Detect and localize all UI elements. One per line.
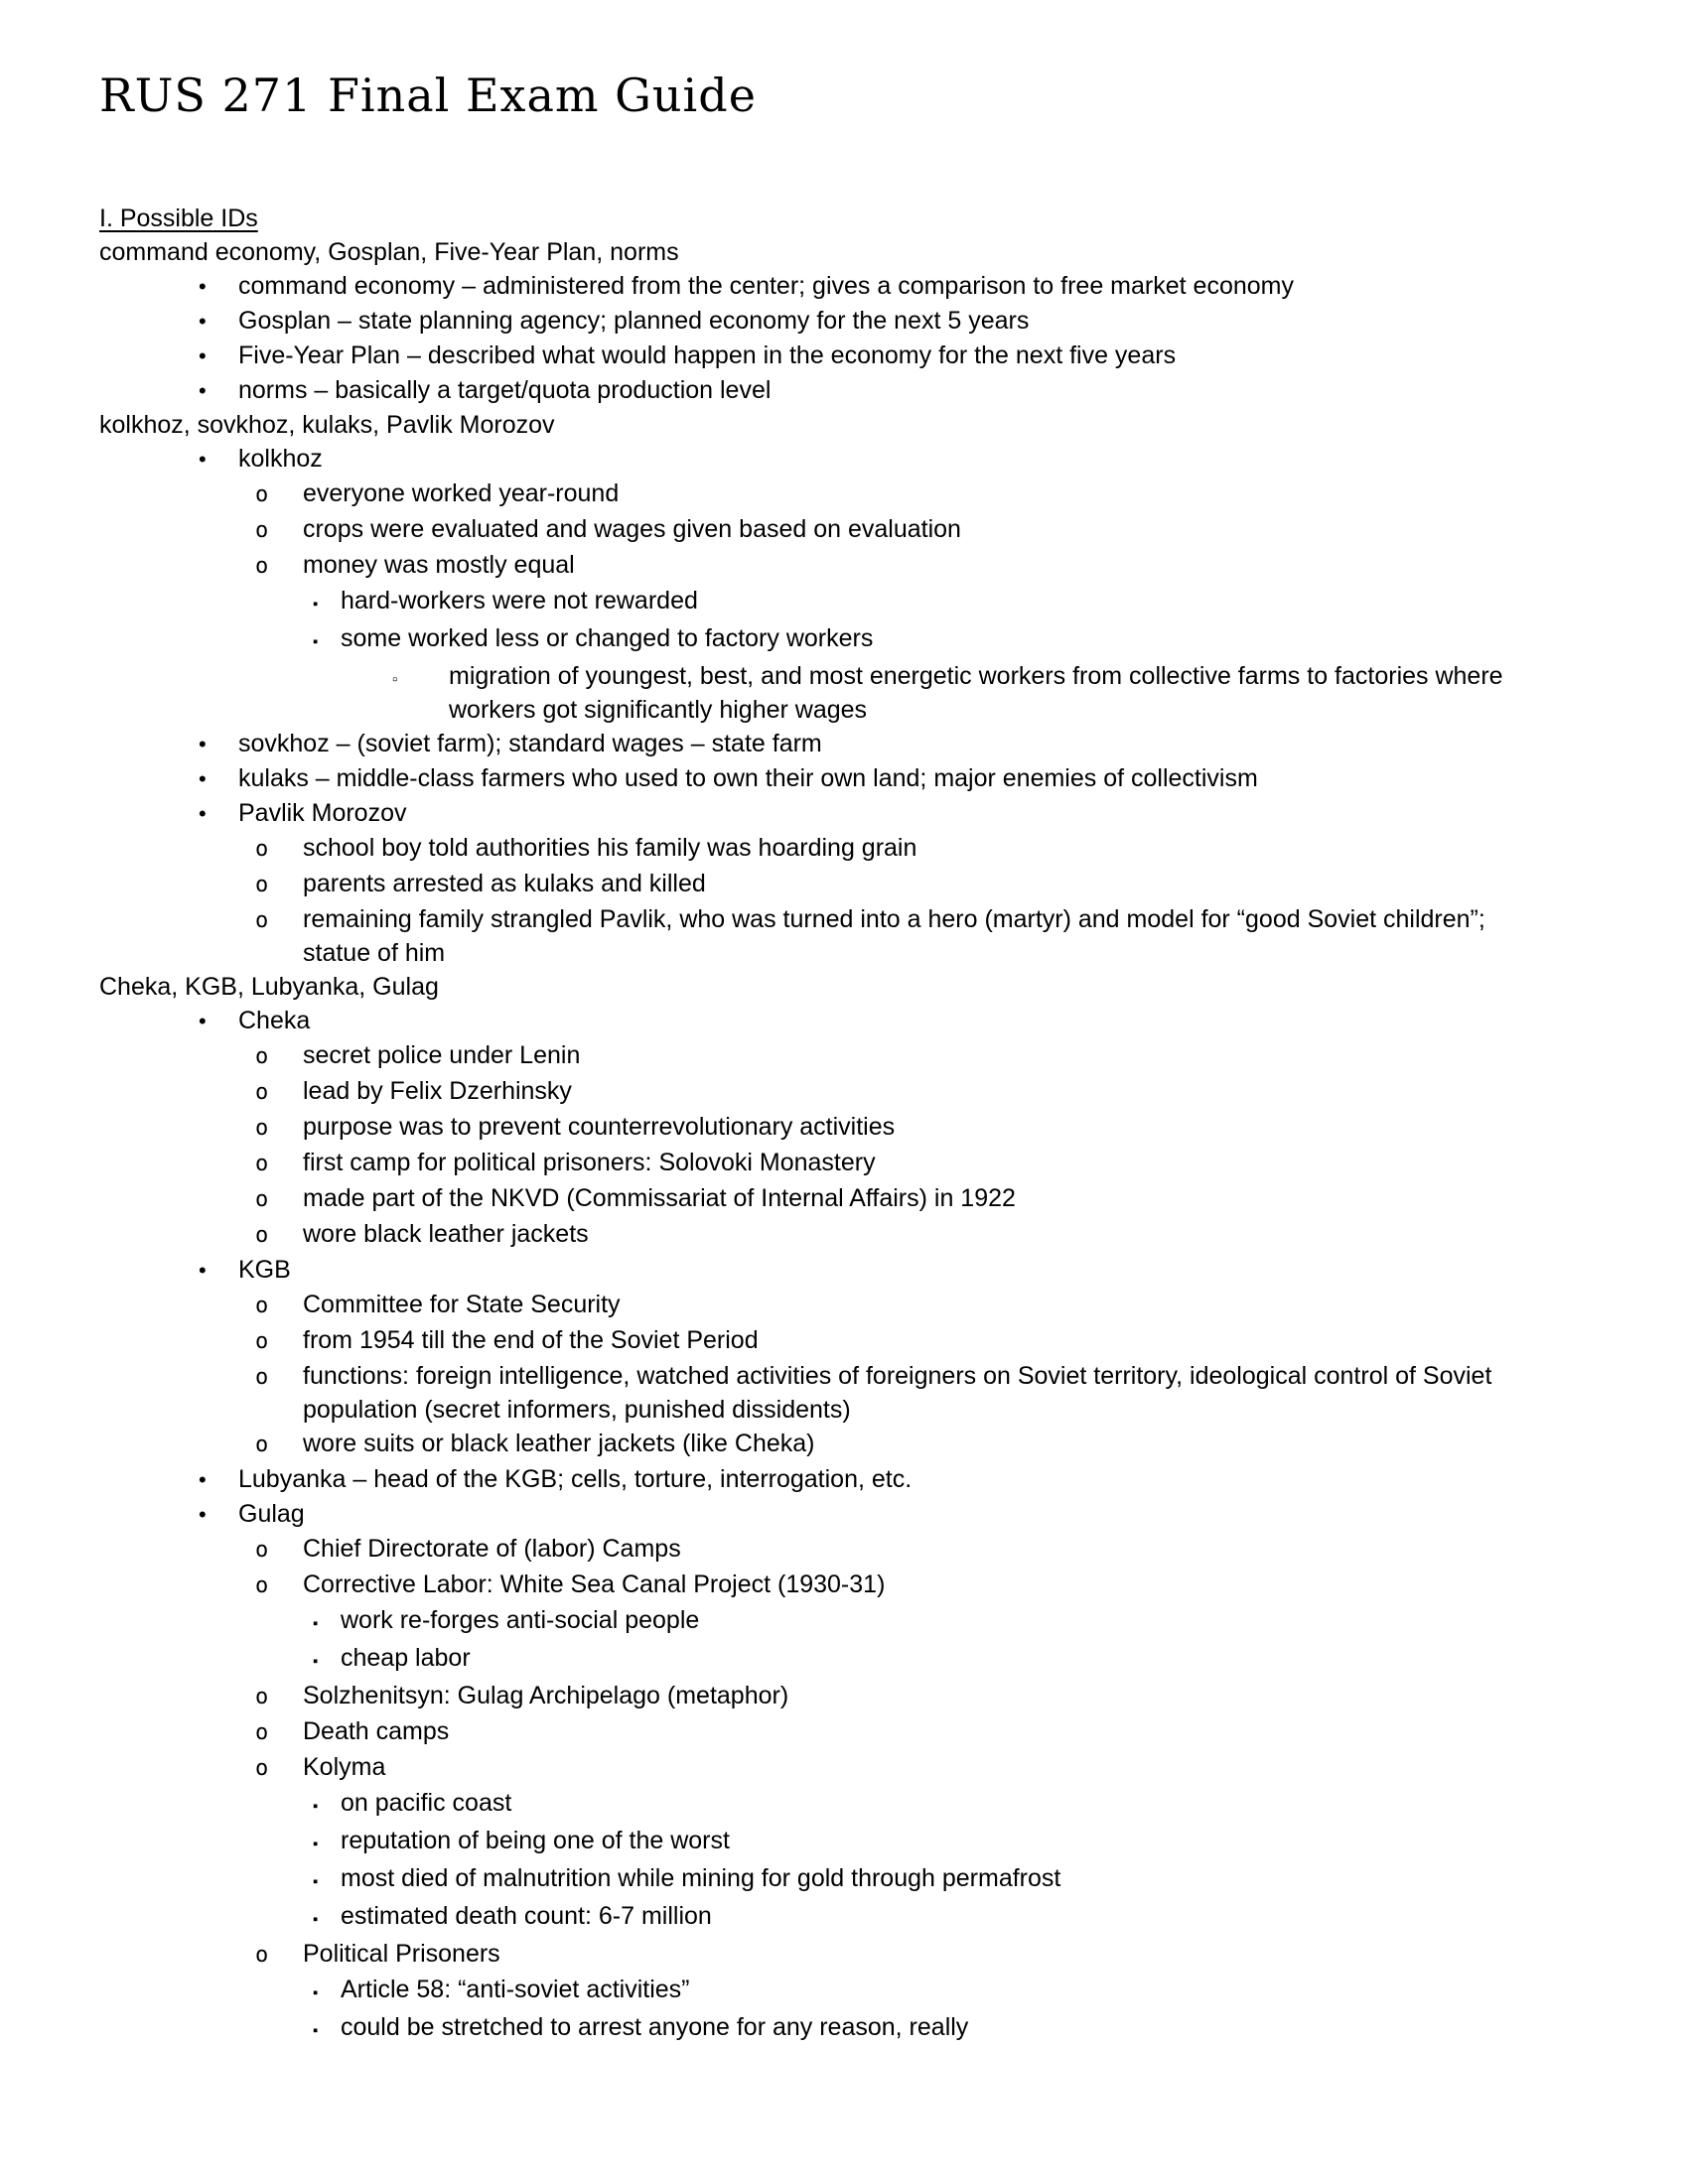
outline-item-text: Chief Directorate of (labor) Camps: [303, 1535, 681, 1563]
bullet-circle-icon: o: [255, 1685, 269, 1709]
outline-item: [99, 902, 1559, 970]
outline-item: [99, 1786, 1559, 1824]
outline-item-text: Corrective Labor: White Sea Canal Project (1930-31): [303, 1570, 886, 1598]
bullet-disc-icon: •: [199, 343, 207, 368]
outline-item-text: Death camps: [303, 1717, 450, 1745]
bullet-circle-icon: o: [255, 482, 269, 507]
outline-item: [99, 1110, 1559, 1146]
outline-item: [99, 373, 1559, 408]
bullet-disc-icon: •: [199, 309, 207, 334]
outline-item-text: made part of the NKVD (Commissariat of Internal Affairs) in 1922: [303, 1184, 1016, 1212]
outline-item-text: some worked less or changed to factory workers: [341, 624, 874, 652]
section-heading: I. Possible IDs: [99, 205, 258, 232]
outline-item: [99, 339, 1559, 373]
outline-item-text: first camp for political prisoners: Solovoki Monastery: [303, 1149, 876, 1176]
outline-item: [99, 727, 1559, 761]
bullet-circle-icon: o: [255, 1152, 269, 1176]
outline-item: [99, 1568, 1559, 1603]
bullet-circle-icon: o: [255, 1365, 269, 1390]
outline-item-text: Committee for State Security: [303, 1291, 621, 1318]
bullet-circle-icon: o: [255, 1187, 269, 1212]
outline-item-text: KGB: [238, 1256, 291, 1284]
bullet-filled-square-icon: ▪: [313, 1984, 319, 2001]
outline-item-text: Gulag: [238, 1500, 305, 1528]
outline-item-text: kolkhoz, sovkhoz, kulaks, Pavlik Morozov: [99, 411, 555, 439]
bullet-filled-square-icon: ▪: [313, 633, 319, 650]
outline-item: [99, 796, 1559, 831]
outline: [99, 235, 1559, 2048]
outline-item: [99, 477, 1559, 512]
bullet-open-square-icon: ▫: [392, 671, 398, 688]
outline-item: [99, 408, 1559, 442]
bullet-circle-icon: o: [255, 1329, 269, 1354]
bullet-circle-icon: o: [255, 1943, 269, 1968]
outline-item-text: kolkhoz: [238, 445, 323, 473]
outline-item-text: Cheka: [238, 1007, 311, 1034]
outline-item: [99, 621, 1559, 659]
outline-item-text: Political Prisoners: [303, 1940, 500, 1968]
outline-item: [99, 1937, 1559, 1973]
outline-item-text: Lubyanka – head of the KGB; cells, torture, interrogation, etc.: [238, 1465, 913, 1493]
outline-item-text: wore suits or black leather jackets (like Cheka): [303, 1430, 815, 1457]
bullet-circle-icon: o: [255, 873, 269, 897]
outline-item-text: remaining family strangled Pavlik, who was turned into a hero (martyr) and model for “good Soviet children”; statue of him: [303, 905, 1485, 967]
bullet-circle-icon: o: [255, 1044, 269, 1069]
outline-item: [99, 1714, 1559, 1750]
outline-item: [99, 659, 1559, 727]
outline-item: [99, 1679, 1559, 1714]
outline-item-text: norms – basically a target/quota production level: [238, 376, 772, 404]
bullet-filled-square-icon: ▪: [313, 596, 319, 613]
outline-item-text: command economy, Gosplan, Five-Year Plan, norms: [99, 238, 679, 266]
bullet-filled-square-icon: ▪: [313, 1873, 319, 1890]
bullet-filled-square-icon: ▪: [313, 1615, 319, 1632]
bullet-filled-square-icon: ▪: [313, 2022, 319, 2039]
outline-item-text: crops were evaluated and wages given based on evaluation: [303, 515, 961, 543]
outline-item: [99, 1146, 1559, 1181]
outline-item-text: Article 58: “anti-soviet activities”: [341, 1976, 690, 2003]
outline-item-text: Solzhenitsyn: Gulag Archipelago (metaphor): [303, 1682, 789, 1709]
outline-item-text: Cheka, KGB, Lubyanka, Gulag: [99, 973, 439, 1001]
outline-item-text: purpose was to prevent counterrevolutionary activities: [303, 1113, 896, 1141]
bullet-disc-icon: •: [199, 766, 207, 791]
outline-item-text: migration of youngest, best, and most energetic workers from collective farms to factories where workers got significantly higher wages: [449, 662, 1503, 724]
bullet-filled-square-icon: ▪: [313, 1653, 319, 1670]
outline-item: [99, 1359, 1559, 1427]
outline-item: [99, 1973, 1559, 2010]
bullet-disc-icon: •: [199, 1258, 207, 1283]
outline-item-text: Kolyma: [303, 1753, 386, 1781]
bullet-disc-icon: •: [199, 274, 207, 299]
bullet-circle-icon: o: [255, 1573, 269, 1598]
outline-item-text: functions: foreign intelligence, watched activities of foreigners on Soviet territory, ideological control of Soviet population (secret informers, punished dissidents): [303, 1362, 1492, 1424]
outline-item: [99, 867, 1559, 902]
bullet-filled-square-icon: ▪: [313, 1836, 319, 1852]
outline-item-text: Pavlik Morozov: [238, 799, 407, 827]
outline-item: [99, 442, 1559, 477]
outline-item: [99, 1603, 1559, 1641]
outline-item: [99, 970, 1559, 1004]
outline-item: [99, 1532, 1559, 1568]
bullet-circle-icon: o: [255, 908, 269, 933]
bullet-circle-icon: o: [255, 837, 269, 862]
outline-item: [99, 1004, 1559, 1038]
bullet-circle-icon: o: [255, 1116, 269, 1141]
outline-item-text: hard-workers were not rewarded: [341, 587, 698, 614]
bullet-circle-icon: o: [255, 1294, 269, 1318]
outline-item: [99, 1288, 1559, 1323]
bullet-circle-icon: o: [255, 1720, 269, 1745]
outline-item: [99, 1899, 1559, 1937]
bullet-disc-icon: •: [199, 801, 207, 826]
outline-item-text: Five-Year Plan – described what would happen in the economy for the next five years: [238, 341, 1177, 369]
outline-item: [99, 512, 1559, 548]
bullet-disc-icon: •: [199, 1502, 207, 1527]
outline-item: [99, 269, 1559, 304]
outline-item: [99, 1253, 1559, 1288]
bullet-circle-icon: o: [255, 1538, 269, 1563]
outline-item-text: command economy – administered from the center; gives a comparison to free market economy: [238, 272, 1294, 300]
outline-item: [99, 1427, 1559, 1462]
outline-item-text: estimated death count: 6-7 million: [341, 1902, 712, 1930]
outline-item: [99, 831, 1559, 867]
bullet-circle-icon: o: [255, 1080, 269, 1105]
outline-item-text: Gosplan – state planning agency; planned economy for the next 5 years: [238, 307, 1030, 335]
outline-item-text: kulaks – middle-class farmers who used to own their own land; major enemies of collectivism: [238, 764, 1258, 792]
outline-item-text: lead by Felix Dzerhinsky: [303, 1077, 572, 1105]
bullet-disc-icon: •: [199, 447, 207, 472]
outline-item-text: money was mostly equal: [303, 551, 575, 579]
bullet-disc-icon: •: [199, 1009, 207, 1033]
outline-item-text: from 1954 till the end of the Soviet Period: [303, 1326, 759, 1354]
document-title: RUS 271 Final Exam Guide: [99, 68, 757, 122]
outline-item: [99, 1217, 1559, 1253]
outline-item: [99, 1074, 1559, 1110]
outline-item: [99, 761, 1559, 796]
bullet-circle-icon: o: [255, 1223, 269, 1248]
outline-item: [99, 584, 1559, 621]
outline-item: [99, 1323, 1559, 1359]
bullet-disc-icon: •: [199, 1467, 207, 1492]
outline-item: [99, 1181, 1559, 1217]
outline-item: [99, 1824, 1559, 1861]
bullet-disc-icon: •: [199, 378, 207, 403]
outline-item-text: school boy told authorities his family was hoarding grain: [303, 834, 917, 862]
outline-item: [99, 1497, 1559, 1532]
outline-item: [99, 1861, 1559, 1899]
bullet-filled-square-icon: ▪: [313, 1911, 319, 1928]
outline-item-text: most died of malnutrition while mining for gold through permafrost: [341, 1864, 1061, 1892]
outline-item: [99, 235, 1559, 269]
outline-item-text: everyone worked year-round: [303, 479, 620, 507]
outline-item-text: on pacific coast: [341, 1789, 512, 1817]
outline-item: [99, 1641, 1559, 1679]
bullet-circle-icon: o: [255, 554, 269, 579]
outline-item-text: wore black leather jackets: [303, 1220, 589, 1248]
bullet-circle-icon: o: [255, 1756, 269, 1781]
outline-item: [99, 304, 1559, 339]
outline-item: [99, 2010, 1559, 2048]
outline-item-text: work re-forges anti-social people: [341, 1606, 700, 1634]
outline-item-text: cheap labor: [341, 1644, 471, 1672]
bullet-circle-icon: o: [255, 1433, 269, 1457]
outline-item-text: sovkhoz – (soviet farm); standard wages – state farm: [238, 730, 822, 757]
outline-item-text: could be stretched to arrest anyone for any reason, really: [341, 2013, 969, 2041]
outline-item: [99, 1750, 1559, 1786]
outline-item: [99, 548, 1559, 584]
outline-item-text: parents arrested as kulaks and killed: [303, 870, 706, 897]
outline-item-text: reputation of being one of the worst: [341, 1827, 730, 1854]
outline-item-text: secret police under Lenin: [303, 1041, 581, 1069]
outline-item: [99, 1038, 1559, 1074]
bullet-circle-icon: o: [255, 518, 269, 543]
bullet-disc-icon: •: [199, 732, 207, 756]
outline-item: [99, 1462, 1559, 1497]
bullet-filled-square-icon: ▪: [313, 1798, 319, 1815]
